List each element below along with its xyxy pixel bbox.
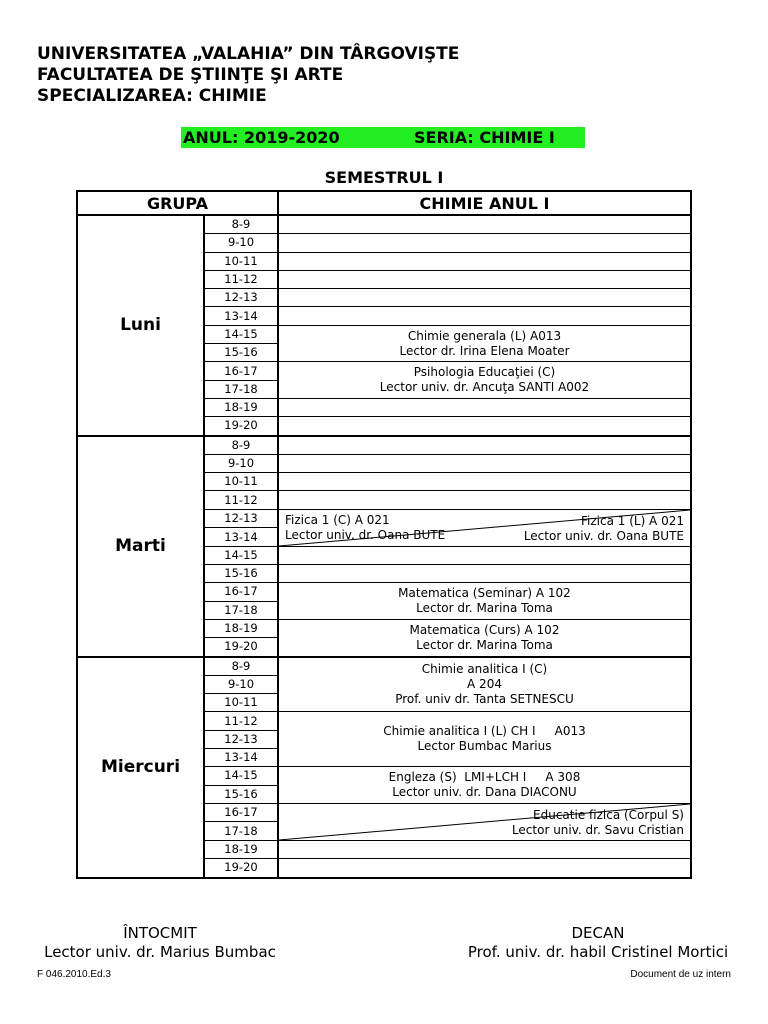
hour-cell: 10-11 xyxy=(204,473,278,491)
signature-left xyxy=(20,924,300,962)
hour-cell: 11-12 xyxy=(204,270,278,288)
document-header xyxy=(37,44,459,107)
day-miercuri: Miercuri xyxy=(77,657,204,878)
semester-title: SEMESTRUL I xyxy=(324,168,444,187)
hour-cell: 13-14 xyxy=(204,528,278,547)
hour-cell: 8-9 xyxy=(204,436,278,455)
event-teacher: Lector dr. Irina Elena Moater xyxy=(399,343,570,358)
hour-cell: 8-9 xyxy=(204,657,278,676)
form-code: F 046.2010.Ed.3 xyxy=(37,969,111,980)
event-room: A 204 xyxy=(467,676,502,691)
group-column-header: GRUPA xyxy=(77,191,278,215)
hour-cell: 19-20 xyxy=(204,638,278,657)
event-cell xyxy=(278,767,691,804)
hour-cell: 9-10 xyxy=(204,234,278,252)
hour-cell: 13-14 xyxy=(204,307,278,325)
event-teacher: Lector univ. dr. Oana BUTE xyxy=(523,528,684,543)
hour-cell: 8-9 xyxy=(204,215,278,234)
event-teacher: Lector Bumbac Marius xyxy=(417,739,552,754)
event-cell xyxy=(278,583,691,620)
hour-cell: 11-12 xyxy=(204,712,278,730)
event-teacher: Lector dr. Marina Toma xyxy=(416,637,553,652)
split-right-event xyxy=(512,808,684,838)
signature-name: Prof. univ. dr. habil Cristinel Mortici xyxy=(467,943,729,961)
hour-cell: 18-19 xyxy=(204,398,278,416)
event-cell xyxy=(278,657,691,712)
signature-role: DECAN xyxy=(571,924,625,942)
event-cell xyxy=(278,712,691,767)
event-title: Chimie generala (L) A013 xyxy=(407,328,562,343)
event-teacher: Lector dr. Marina Toma xyxy=(416,601,553,616)
hour-cell: 17-18 xyxy=(204,601,278,619)
hour-cell: 15-16 xyxy=(204,565,278,583)
hour-cell: 18-19 xyxy=(204,840,278,858)
hour-cell: 10-11 xyxy=(204,252,278,270)
hour-cell: 13-14 xyxy=(204,749,278,767)
hour-cell: 17-18 xyxy=(204,822,278,841)
hour-cell: 14-15 xyxy=(204,767,278,785)
event-title: Educatie fizica (Corpul S) xyxy=(533,807,684,822)
hour-cell: 14-15 xyxy=(204,325,278,343)
table-header-row xyxy=(77,191,691,215)
event-cell xyxy=(278,325,691,362)
hour-cell: 9-10 xyxy=(204,675,278,693)
hour-cell: 9-10 xyxy=(204,454,278,472)
event-title: Matematica (Seminar) A 102 xyxy=(398,586,571,601)
empty-slot xyxy=(278,417,691,436)
event-title: Fizica 1 (C) A 021 xyxy=(285,512,390,527)
event-teacher: Lector univ. dr. Ancuţa SANTI A002 xyxy=(379,380,590,395)
empty-slot xyxy=(278,565,691,583)
event-teacher: Prof. univ dr. Tanta SETNESCU xyxy=(395,691,574,706)
empty-slot xyxy=(278,234,691,252)
day-marti: Marti xyxy=(77,436,204,657)
main-column-header: CHIMIE ANUL I xyxy=(278,191,691,215)
hour-cell: 19-20 xyxy=(204,417,278,436)
hour-cell: 16-17 xyxy=(204,583,278,601)
empty-slot xyxy=(278,454,691,472)
split-left-event xyxy=(285,513,445,543)
empty-slot xyxy=(278,436,691,455)
empty-slot xyxy=(278,473,691,491)
event-title: Fizica 1 (L) A 021 xyxy=(580,513,684,528)
event-teacher: Lector univ. dr. Dana DIACONU xyxy=(392,785,577,800)
event-title: Engleza (S) LMI+LCH I A 308 xyxy=(388,770,581,785)
hour-cell: 12-13 xyxy=(204,289,278,307)
day-luni: Luni xyxy=(77,215,204,436)
signature-role: ÎNTOCMIT xyxy=(123,924,197,942)
university-name: UNIVERSITATEA „VALAHIA” DIN TÂRGOVIŞTE xyxy=(37,44,460,64)
hour-cell: 12-13 xyxy=(204,730,278,748)
empty-slot xyxy=(278,859,691,878)
split-event-cell xyxy=(278,803,691,840)
empty-slot xyxy=(278,840,691,858)
event-title: Chimie analitica I (C) xyxy=(421,661,548,676)
signature-name: Lector univ. dr. Marius Bumbac xyxy=(44,943,276,961)
hour-cell: 17-18 xyxy=(204,380,278,398)
empty-slot xyxy=(278,307,691,325)
hour-cell: 15-16 xyxy=(204,344,278,362)
empty-slot xyxy=(278,398,691,416)
hour-cell: 15-16 xyxy=(204,785,278,803)
hour-cell: 12-13 xyxy=(204,509,278,528)
hour-cell: 16-17 xyxy=(204,803,278,822)
faculty-name: FACULTATEA DE ŞTIINŢE ŞI ARTE xyxy=(37,65,344,85)
internal-note: Document de uz intern xyxy=(630,969,731,980)
event-cell xyxy=(278,619,691,656)
empty-slot xyxy=(278,270,691,288)
empty-slot xyxy=(278,491,691,509)
event-title: Matematica (Curs) A 102 xyxy=(409,622,560,637)
table-row xyxy=(77,436,691,455)
table-row xyxy=(77,657,691,676)
event-teacher: Lector univ. dr. Oana BUTE xyxy=(285,527,446,542)
specialization: SPECIALIZAREA: CHIMIE xyxy=(37,86,267,106)
empty-slot xyxy=(278,546,691,564)
event-teacher: Lector univ. dr. Savu Cristian xyxy=(511,822,684,837)
hour-cell: 11-12 xyxy=(204,491,278,509)
signature-right xyxy=(438,924,758,962)
hour-cell: 19-20 xyxy=(204,859,278,878)
split-event-cell xyxy=(278,509,691,546)
academic-year: ANUL: 2019-2020 xyxy=(183,128,340,147)
split-right-event xyxy=(524,514,684,544)
year-series-banner xyxy=(181,127,585,148)
hour-cell: 10-11 xyxy=(204,694,278,712)
empty-slot xyxy=(278,215,691,234)
empty-slot xyxy=(278,252,691,270)
empty-slot xyxy=(278,289,691,307)
schedule-table xyxy=(76,190,692,879)
event-title: Psihologia Educaţiei (C) xyxy=(413,365,556,380)
event-cell xyxy=(278,362,691,399)
hour-cell: 14-15 xyxy=(204,546,278,564)
hour-cell: 18-19 xyxy=(204,619,278,637)
hour-cell: 16-17 xyxy=(204,362,278,380)
series: SERIA: CHIMIE I xyxy=(414,128,555,147)
event-title: Chimie analitica I (L) CH I A013 xyxy=(383,724,586,739)
table-row xyxy=(77,215,691,234)
